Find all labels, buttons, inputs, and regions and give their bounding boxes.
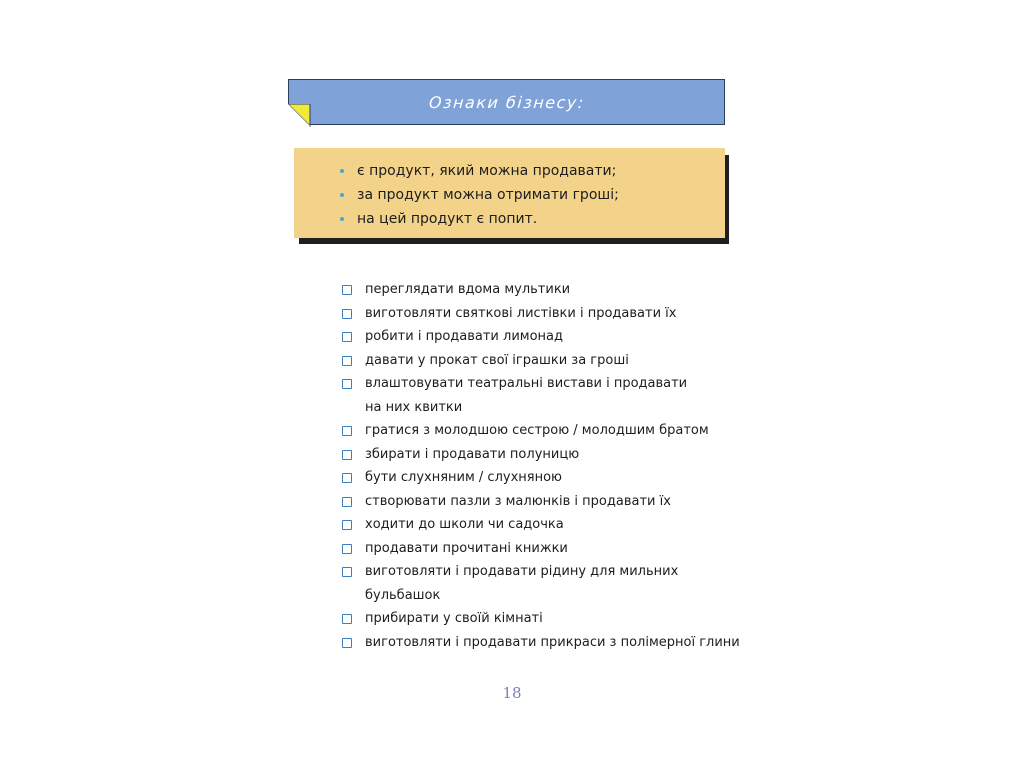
section-banner bbox=[288, 79, 725, 125]
checklist-item bbox=[341, 349, 740, 373]
checklist-item bbox=[341, 560, 740, 607]
checklist-item bbox=[341, 631, 740, 655]
checklist-item-text: виготовляти і продавати прикраси з полімерної глини bbox=[365, 634, 740, 650]
checklist-item bbox=[341, 278, 740, 302]
checkbox[interactable] bbox=[342, 473, 352, 483]
banner-title: Ознаки бізнесу: bbox=[427, 92, 586, 112]
checklist-item-text: на них квитки bbox=[365, 399, 463, 415]
checkbox[interactable] bbox=[342, 544, 352, 554]
business-signs-box bbox=[294, 148, 725, 238]
checklist-item bbox=[341, 513, 740, 537]
page-number: 18 bbox=[502, 684, 522, 702]
checkbox[interactable] bbox=[342, 285, 352, 295]
business-sign-item bbox=[336, 207, 725, 231]
checkbox[interactable] bbox=[342, 450, 352, 460]
checkbox[interactable] bbox=[342, 426, 352, 436]
business-sign-item bbox=[336, 159, 725, 183]
checklist-item bbox=[341, 302, 740, 326]
checklist-item-text: ходити до школи чи садочка bbox=[365, 517, 564, 532]
checkbox[interactable] bbox=[342, 638, 352, 648]
checkbox[interactable] bbox=[342, 567, 352, 577]
bullet-dot-icon bbox=[340, 169, 344, 173]
checklist-item-text: виготовляти і продавати рідину для мильних bbox=[365, 564, 679, 579]
checkbox[interactable] bbox=[342, 332, 352, 342]
checklist-item bbox=[341, 443, 740, 467]
business-signs-list bbox=[336, 159, 725, 231]
checkbox[interactable] bbox=[342, 520, 352, 530]
checklist-item bbox=[341, 325, 740, 349]
checklist-item-text: влаштовувати театральні вистави і продавати bbox=[365, 376, 688, 391]
bullet-dot-icon bbox=[340, 193, 344, 197]
checklist-item-text: переглядати вдома мультики bbox=[365, 282, 571, 297]
checklist-item-text: гратися з молодшою сестрою / молодшим братом bbox=[365, 423, 709, 438]
business-sign-text: за продукт можна отримати гроші; bbox=[357, 187, 619, 203]
activity-checklist bbox=[341, 278, 740, 654]
checklist-item bbox=[341, 419, 740, 443]
checklist-item-text: бути слухняним / слухняною bbox=[365, 470, 562, 485]
checklist-item bbox=[341, 466, 740, 490]
checklist-item bbox=[341, 537, 740, 561]
checkbox[interactable] bbox=[342, 497, 352, 507]
checklist-item bbox=[341, 372, 740, 419]
bullet-dot-icon bbox=[340, 217, 344, 221]
checklist-item-text: продавати прочитані книжки bbox=[365, 540, 568, 556]
checklist-item-text: давати у прокат свої іграшки за гроші bbox=[365, 352, 629, 368]
checklist-item-text: робити і продавати лимонад bbox=[365, 329, 563, 344]
business-sign-text: на цей продукт є попит. bbox=[357, 211, 538, 227]
checklist-item bbox=[341, 607, 740, 631]
checkbox[interactable] bbox=[342, 309, 352, 319]
checklist-item-text: прибирати у своїй кімнаті bbox=[365, 611, 543, 626]
business-sign-item bbox=[336, 183, 725, 207]
checklist-item-text: створювати пазли з малюнків і продавати їх bbox=[365, 493, 671, 509]
checklist-item-text: виготовляти святкові листівки і продавати їх bbox=[365, 305, 677, 321]
checkbox[interactable] bbox=[342, 356, 352, 366]
checklist-item-text: бульбашок bbox=[365, 587, 441, 603]
business-sign-text: є продукт, який можна продавати; bbox=[357, 163, 617, 179]
checklist-item-text: збирати і продавати полуницю bbox=[365, 446, 580, 462]
checkbox[interactable] bbox=[342, 614, 352, 624]
checklist-item bbox=[341, 490, 740, 514]
checkbox[interactable] bbox=[342, 379, 352, 389]
